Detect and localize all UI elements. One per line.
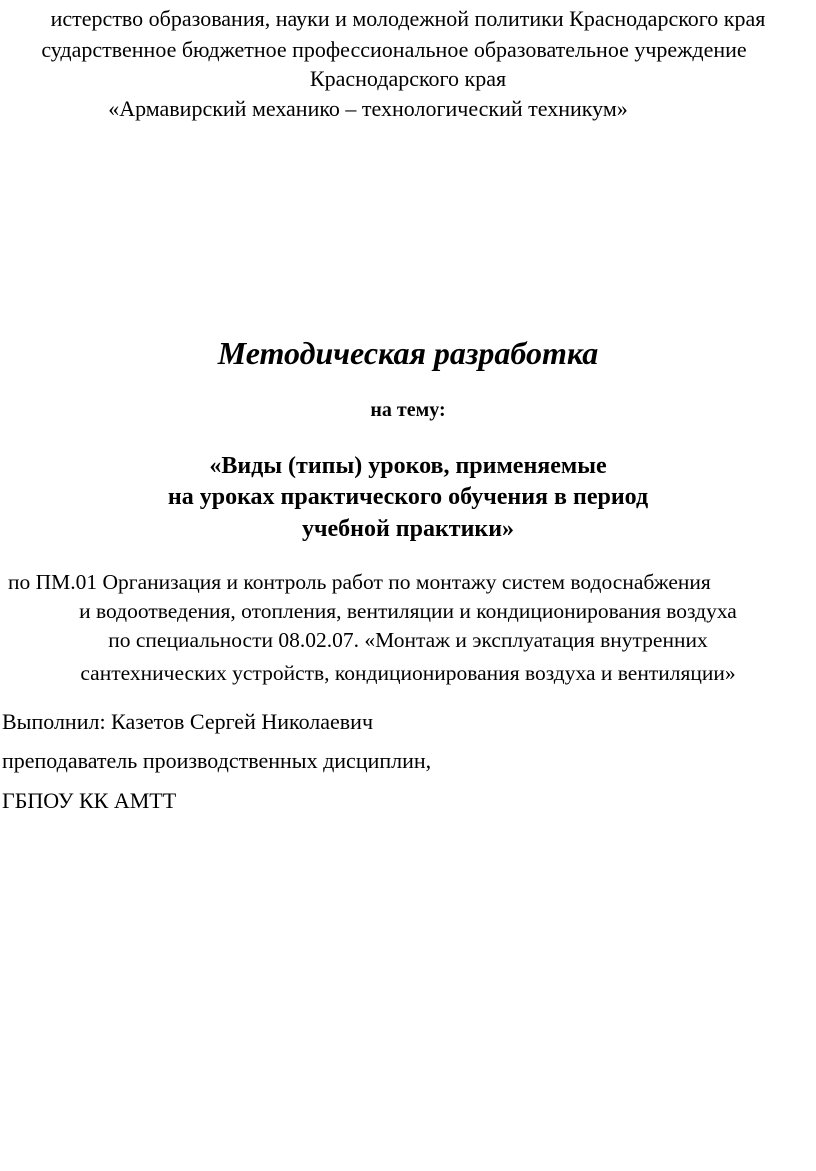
document-title: Методическая разработка	[217, 335, 599, 371]
institution-region: Краснодарского края	[309, 66, 507, 91]
description-line: сантехнических устройств, кондиционирования воздуха и вентиляции»	[80, 661, 736, 685]
author-position: преподаватель производственных дисциплин,	[2, 748, 432, 773]
ministry-name: истерство образования, науки и молодежной политики Краснодарского края	[50, 6, 766, 31]
description-line: по ПМ.01 Организация и контроль работ по монтажу систем водоснабжения	[8, 570, 711, 594]
document-subtitle: на тему:	[370, 399, 446, 421]
author-organization: ГБПОУ КК АМТТ	[2, 788, 177, 813]
topic-line: учебной практики»	[301, 516, 515, 542]
description-line: и водоотведения, отопления, вентиляции и кондиционирования воздуха	[79, 599, 737, 623]
institution-type: сударственное бюджетное профессиональное образовательное учреждение	[41, 37, 747, 62]
author-name: Выполнил: Казетов Сергей Николаевич	[2, 709, 374, 734]
description-line: по специальности 08.02.07. «Монтаж и эксплуатация внутренних	[108, 628, 708, 652]
institution-name: «Армавирский механико – технологический техникум»	[108, 96, 628, 121]
topic-line: «Виды (типы) уроков, применяемые	[209, 453, 607, 479]
topic-line: на уроках практического обучения в период	[167, 484, 649, 510]
